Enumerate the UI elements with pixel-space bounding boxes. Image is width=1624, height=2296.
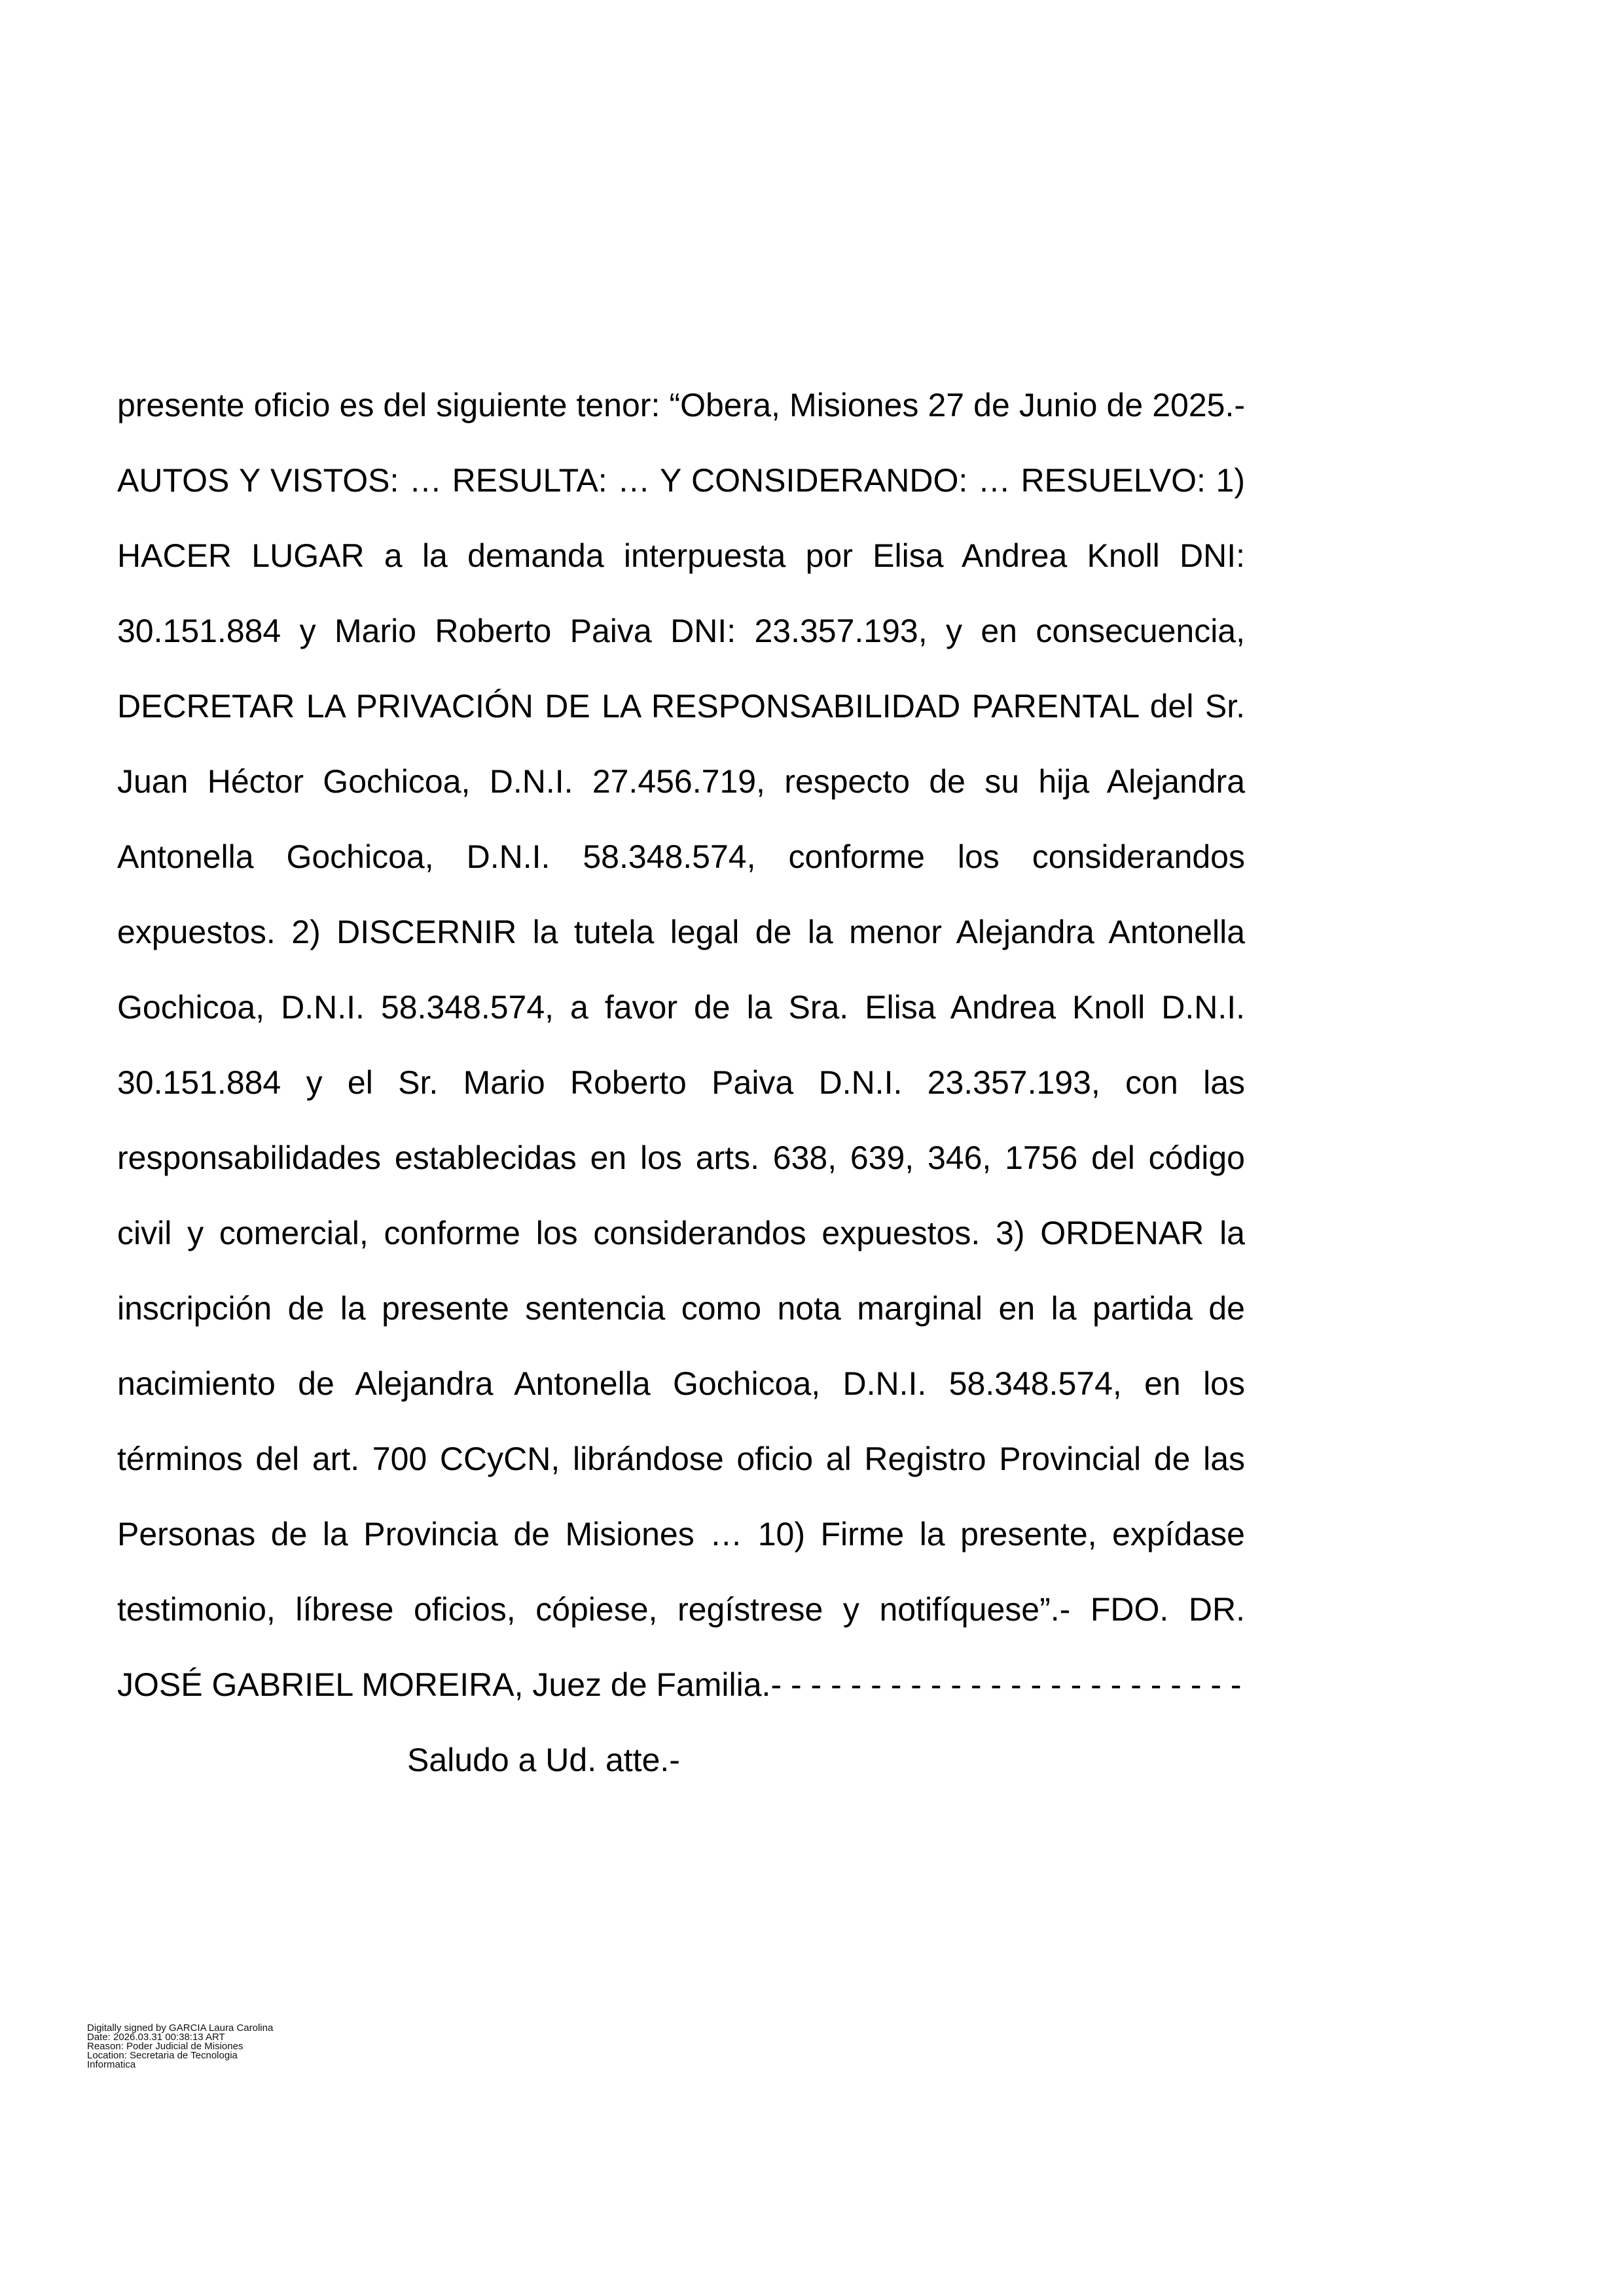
signature-location-cont: Informatica [87,2059,136,2070]
signature-signed-by: Digitally signed by GARCIA Laura Carolina [87,2022,274,2034]
body-line: presente oficio es del siguiente tenor: “Obera, Misiones 27 de Junio de 2025.- [117,387,1245,423]
body-line: Personas de la Provincia de Misiones … 10) Firme la presente, expídase [117,1516,1245,1552]
body-line: responsabilidades establecidas en los arts. 638, 639, 346, 1756 del código [117,1139,1245,1176]
body-line: Antonella Gochicoa, D.N.I. 58.348.574, conforme los considerandos [117,838,1245,875]
body-line: nacimiento de Alejandra Antonella Gochicoa, D.N.I. 58.348.574, en los [117,1365,1245,1402]
body-line: expuestos. 2) DISCERNIR la tutela legal de la menor Alejandra Antonella [117,914,1245,950]
body-line: Juan Héctor Gochicoa, D.N.I. 27.456.719, respecto de su hija Alejandra [117,763,1245,800]
body-line: Gochicoa, D.N.I. 58.348.574, a favor de la Sra. Elisa Andrea Knoll D.N.I. [117,989,1245,1026]
signature-reason: Reason: Poder Judicial de Misiones [87,2041,244,2052]
body-line: HACER LUGAR a la demanda interpuesta por Elisa Andrea Knoll DNI: [117,537,1245,574]
body-line: DECRETAR LA PRIVACIÓN DE LA RESPONSABILIDAD PARENTAL del Sr. [117,688,1245,725]
body-line-last: JOSÉ GABRIEL MOREIRA, Juez de Familia.- - - - - - - - - - - - - - - - - - - - - - - - [117,1666,1242,1703]
body-line: civil y comercial, conforme los considerandos expuestos. 3) ORDENAR la [117,1215,1245,1251]
document-body [117,378,1245,1733]
body-line: 30.151.884 y el Sr. Mario Roberto Paiva D.N.I. 23.357.193, con las [117,1064,1245,1101]
digital-signature-block [87,2024,273,2070]
body-line: 30.151.884 y Mario Roberto Paiva DNI: 23.357.193, y en consecuencia, [117,613,1245,649]
body-line: inscripción de la presente sentencia como nota marginal en la partida de [117,1290,1245,1327]
signature-location: Location: Secretaria de Tecnologia [87,2050,238,2061]
signature-date: Date: 2026.03.31 00:38:13 ART [87,2032,225,2043]
closing-salutation: Saludo a Ud. atte.- [407,1742,680,1778]
body-line: AUTOS Y VISTOS: … RESULTA: … Y CONSIDERANDO: … RESUELVO: 1) [117,462,1245,499]
body-line: términos del art. 700 CCyCN, librándose oficio al Registro Provincial de las [117,1441,1245,1477]
body-line: testimonio, líbrese oficios, cópiese, regístrese y notifíquese”.- FDO. DR. [117,1591,1245,1628]
